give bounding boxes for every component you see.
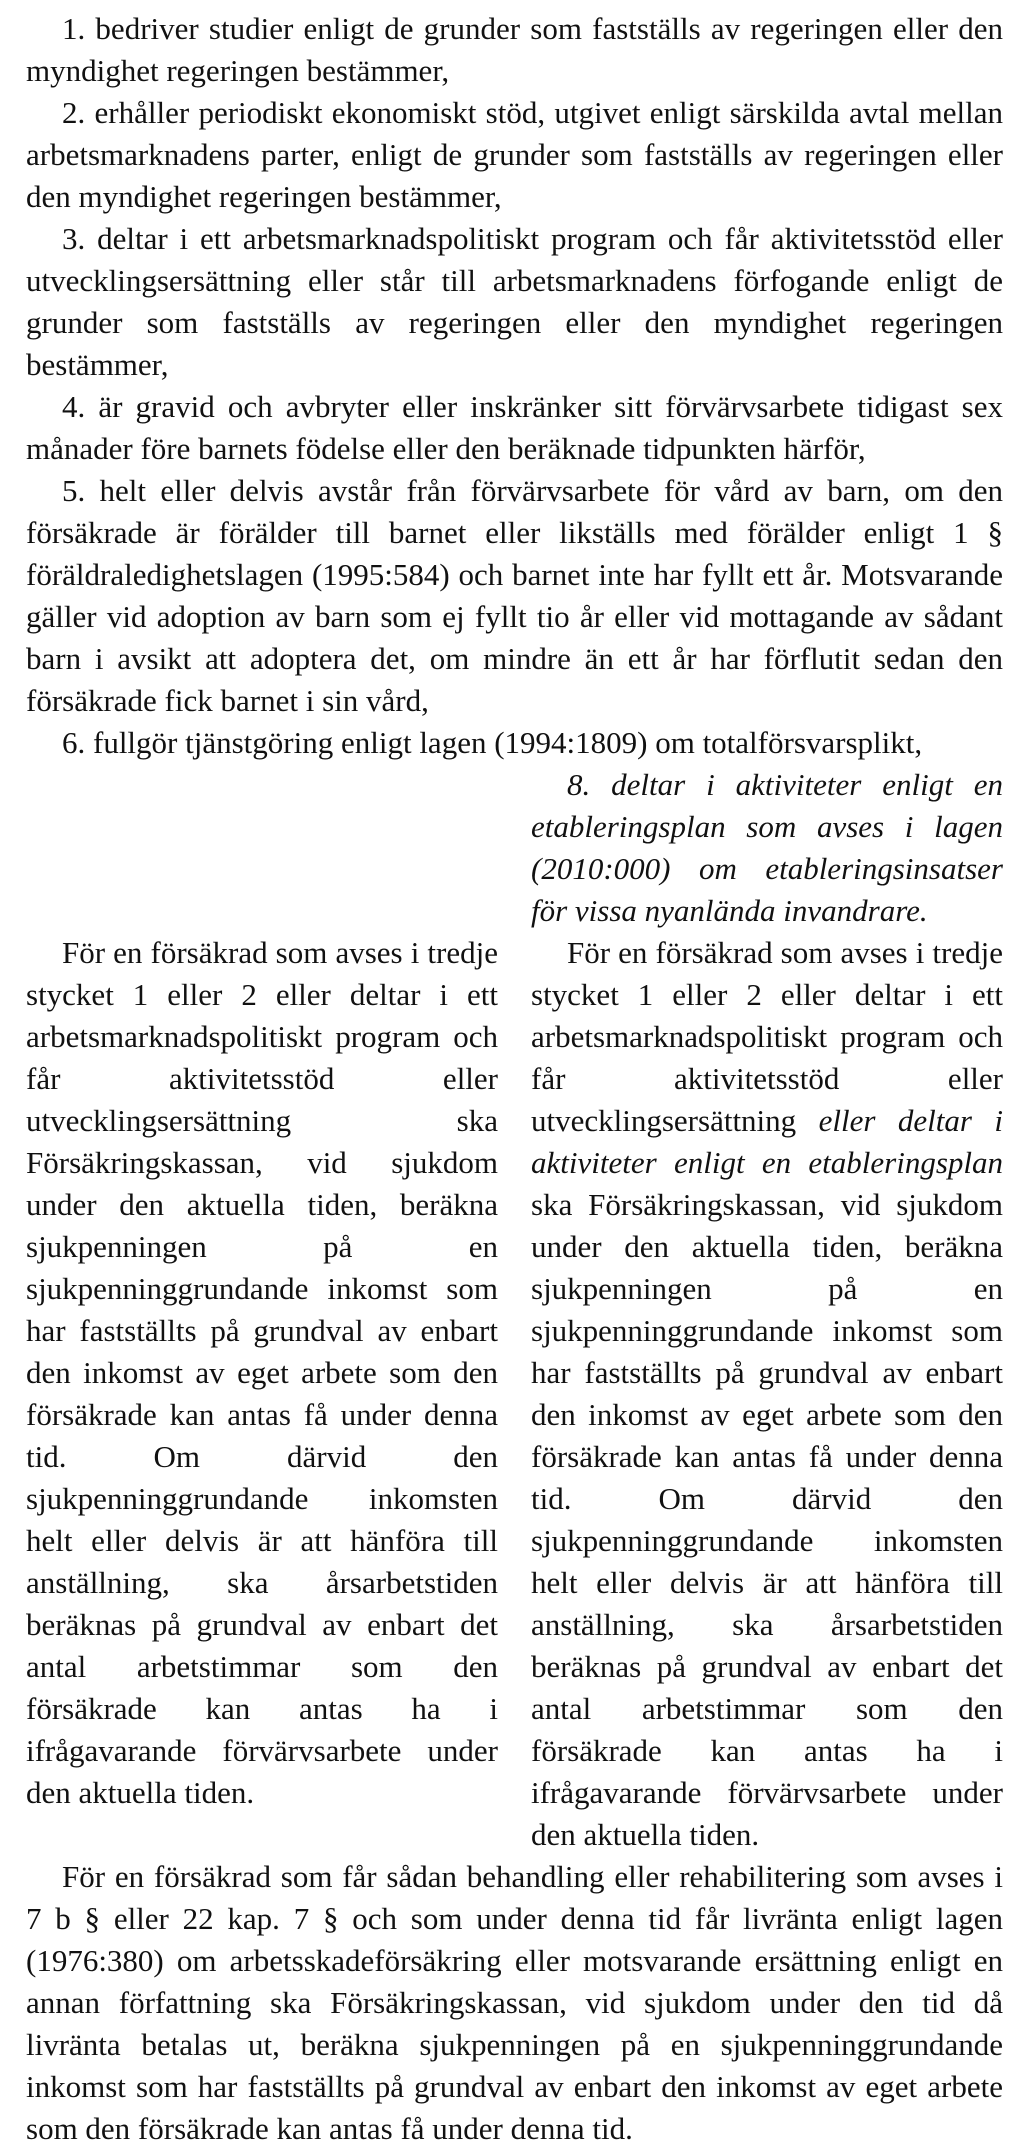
proposed-wording-paragraph <box>531 932 1003 1856</box>
two-column-comparison <box>26 764 1003 1856</box>
list-item-4: 4. är gravid och avbryter eller inskränker sitt förvärvsarbete tidigast sex månader före barnets födelse eller den beräknade tidpunkten härför, <box>26 389 1003 466</box>
proposed-text-part-3: ska Försäkringskassan, vid sjukdom under den aktuella tiden, beräkna sjukpenningen på en sjukpenninggrundande inkomst som har fastställts på grundval av enbart den inkomst av eget arbete som den försäkrade kan antas få under denna tid. Om därvid den sjukpenninggrundande inkomsten helt eller delvis är att hänföra till anställning, ska årsarbetstiden beräknas på grundval av enbart det antal arbetstimmar som den försäkrade kan antas ha i ifrågavarande förvärvsarbete under den aktuella tiden. <box>531 1187 1003 1852</box>
proposed-wording-column <box>531 764 1003 1856</box>
list-item-5: 5. helt eller delvis avstår från förvärvsarbete för vård av barn, om den försäkrade är förälder till barnet eller likställs med förälder enligt 1 § föräldraledighetslagen (1995:584) och barnet inte har fyllt ett år. Motsvarande gäller vid adoption av barn som ej fyllt tio år eller vid mottagande av sådant barn i avsikt att adoptera det, om mindre än ett år har förflutit sedan den försäkrade fick barnet i sin vård, <box>26 473 1003 718</box>
new-item-8: 8. deltar i aktiviteter enligt en etableringsplan som avses i lagen (2010:000) om etableringsinsatser för vissa nyanlända invandrare. <box>531 767 1003 928</box>
proposed-text-amendment: eller deltar i aktiviteter enligt en etableringsplan <box>531 1103 1003 1180</box>
list-item-2: 2. erhåller periodiskt ekonomiskt stöd, utgivet enligt särskilda avtal mellan arbetsmarknadens parter, enligt de grunder som fastställs av regeringen eller den myndighet regeringen bestämmer, <box>26 95 1003 214</box>
document-page <box>26 8 1003 2150</box>
list-item-6: 6. fullgör tjänstgöring enligt lagen (1994:1809) om totalförsvarsplikt, <box>62 725 923 760</box>
final-paragraph: För en försäkrad som får sådan behandling eller rehabilitering som avses i 7 b § eller 22 kap. 7 § och som under denna tid får livränta enligt lagen (1976:380) om arbetsskadeförsäkring eller motsvarande ersättning enligt en annan författning ska Försäkringskassan, vid sjukdom under den tid då livränta betalas ut, beräkna sjukpenningen på en sjukpenninggrundande inkomst som har fastställts på grundval av enbart den inkomst av eget arbete som den försäkrade kan antas få under denna tid. <box>26 1859 1003 2146</box>
list-item-3: 3. deltar i ett arbetsmarknadspolitiskt program och får aktivitetsstöd eller utvecklingsersättning eller står till arbetsmarknadens förfogande enligt de grunder som fastställs av regeringen eller den myndighet regeringen bestämmer, <box>26 221 1003 382</box>
current-wording-column <box>26 764 498 1814</box>
list-item-1: 1. bedriver studier enligt de grunder som fastställs av regeringen eller den myndighet regeringen bestämmer, <box>26 11 1003 88</box>
current-wording-paragraph: För en försäkrad som avses i tredje stycket 1 eller 2 eller deltar i ett arbetsmarknadspolitiskt program och får aktivitetsstöd eller utvecklingsersättning ska Försäkringskassan, vid sjukdom under den aktuella tiden, beräkna sjukpenningen på en sjukpenninggrundande inkomst som har fastställts på grundval av enbart den inkomst av eget arbete som den försäkrade kan antas få under denna tid. Om därvid den sjukpenninggrundande inkomsten helt eller delvis är att hänföra till anställning, ska årsarbetstiden beräknas på grundval av enbart det antal arbetstimmar som den försäkrade kan antas ha i ifrågavarande förvärvsarbete under den aktuella tiden. <box>26 935 498 1810</box>
proposed-text-part-1: För en försäkrad som avses i tredje stycket 1 eller 2 eller deltar i ett arbetsmarknadspolitiskt program och får aktivitetsstöd eller utvecklingsersättning <box>531 935 1003 1138</box>
